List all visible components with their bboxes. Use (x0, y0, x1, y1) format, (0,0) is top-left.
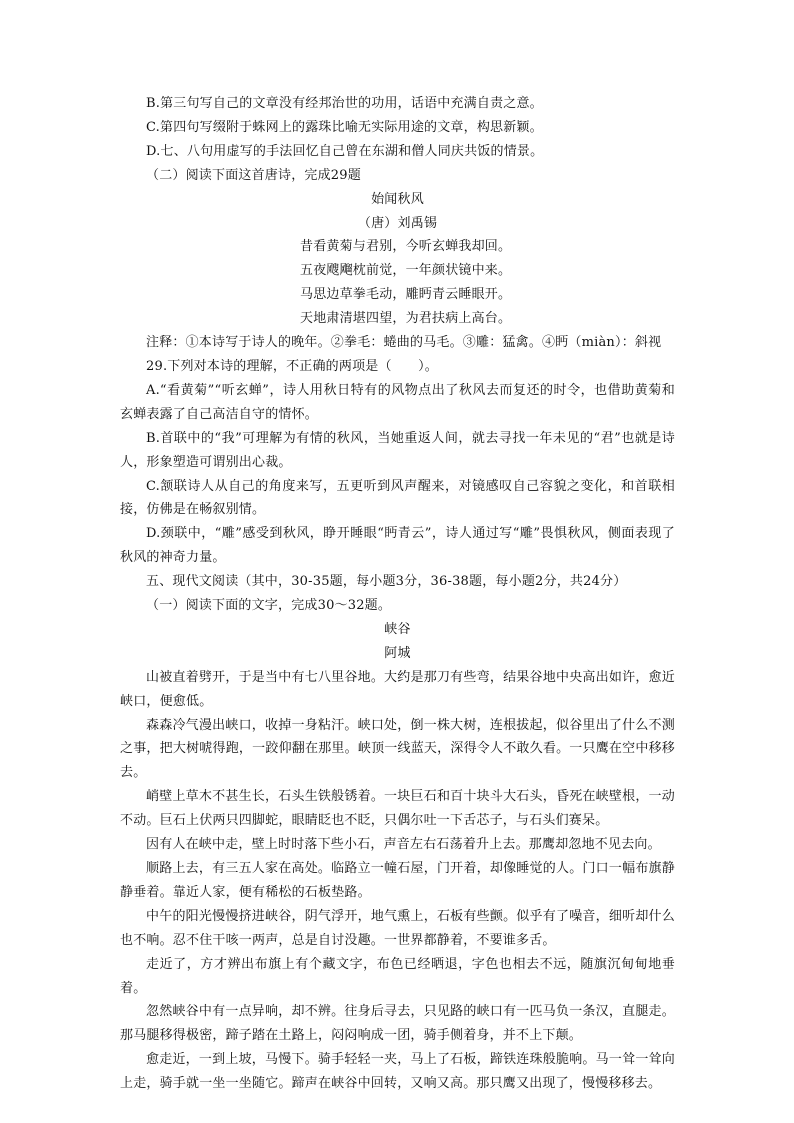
poem-line: 天地肃清堪四望，为君扶病上高台。 (300, 311, 512, 327)
essay-title: 峡谷 (384, 621, 411, 637)
essay-paragraph: 因有人在峡中走，壁上时时落下些小石，声音左右石荡着升上去。那鹰却忽地不见去向。 (146, 837, 661, 853)
reading-instruction: （一）阅读下面的文字，完成30～32题。 (146, 598, 392, 614)
poem-line: 五夜飕飗枕前觉，一年颜状镜中来。 (300, 263, 512, 279)
essay-paragraph: 顺路上去，有三五人家在高处。临路立一幢石屋，门开着，却像睡觉的人。门口一幅布旗静静垂着。靠近人家，便有稀松的石板垫路。 (120, 861, 675, 900)
question-29: 29.下列对本诗的理解，不正确的两项是（ ）。 (146, 358, 438, 374)
poem-line: 马思边草拳毛动，雕眄青云睡眼开。 (300, 287, 512, 303)
poem-instruction: （二）阅读下面这首唐诗，完成29题 (146, 167, 361, 183)
essay-paragraph: 峭壁上草木不甚生长，石头生铁般锈着。一块巨石和百十块斗大石头，昏死在峡壁根，一动不动。巨石上伏两只四脚蛇，眼睛眨也不眨，只偶尔吐一下舌芯子，与石头们赛呆。 (120, 789, 675, 829)
option-b-q28: B.第三句写自己的文章没有经邦治世的功用，话语中充满自责之意。 (146, 96, 543, 111)
poem-notes: 注释：①本诗写于诗人的晚年。②拳毛：蜷曲的马毛。③雕：猛禽。④眄（miàn）：斜视 (146, 335, 662, 351)
essay-paragraph: 中午的阳光慢慢挤进峡谷，阴气浮开，地气熏上，石板有些颤。似乎有了噪音，细听却什么也不响。忍不住干咳一两声，总是自讨没趣。一世界都静着，不要谁多舌。 (120, 908, 675, 948)
section-heading: 五、现代文阅读（其中，30-35题，每小题3分，36-38题，每小题2分，共24分） (146, 574, 627, 590)
essay-paragraph: 山被直着劈开，于是当中有七八里谷地。大约是那刀有些弯，结果谷地中央高出如许，愈近峡口，便愈低。 (120, 669, 675, 709)
essay-paragraph: 愈走近，一到上坡，马慢下。骑手轻轻一夹，马上了石板，蹄铁连珠般脆响。马一耸一耸向上走，骑手就一坐一坐随它。蹄声在峡谷中回转，又响又高。那只鹰又出现了，慢慢移移去。 (120, 1052, 675, 1092)
option-c-q28: C.第四句写缀附于蛛网上的露珠比喻无实际用途的文章，构思新颖。 (146, 119, 543, 135)
option-c-q29: C.颔联诗人从自己的角度来写，五更听到风声醒来，对镜感叹自己容貌之变化，和首联相接，仿佛是在畅叙别情。 (120, 478, 675, 518)
option-a-q29: A.“看黄菊”“听玄蝉”，诗人用秋日特有的风物点出了秋风去而复还的时令，也借助黄菊和玄蝉表露了自己高洁自守的情怀。 (120, 382, 675, 422)
option-d-q29: D.颈联中，“雕”感受到秋风，睁开睡眼“眄青云”，诗人通过写“雕”畏惧秋风，侧面表现了秋风的神奇力量。 (120, 526, 675, 566)
poem-title: 始闻秋风 (371, 191, 424, 207)
poem-author: （唐）刘禹锡 (357, 215, 438, 231)
essay-paragraph: 森森冷气漫出峡口，收掉一身粘汗。峡口处，倒一株大树，连根拔起，似谷里出了什么不测之事，把大树唬得跑，一跤仰翻在那里。峡顶一线蓝天，深得令人不敢久看。一只鹰在空中移移去。 (120, 717, 675, 781)
option-d-q28: D.七、八句用虚写的手法回忆自己曾在东湖和僧人同庆共饭的情景。 (146, 143, 544, 159)
poem-line: 昔看黄菊与君别，今听玄蝉我却回。 (300, 239, 512, 255)
option-b-q29: B.首联中的“我”可理解为有情的秋风，当她重返人间，就去寻找一年未见的“君”也就是诗人，形象塑造可谓别出心裁。 (120, 430, 675, 470)
essay-paragraph: 走近了，方才辨出布旗上有个藏文字，布色已经晒退，字色也相去不远，随旗沉甸甸地垂着。 (120, 956, 675, 996)
essay-author: 阿城 (384, 645, 411, 661)
document-page (120, 92, 675, 1096)
essay-paragraph: 忽然峡谷中有一点异响，却不辨。往身后寻去，只见路的峡口有一匹马负一条汉，直腿走。那马腿移得极密，蹄子踏在土路上，闷闷响成一团，骑手侧着身，并不上下颠。 (120, 1004, 675, 1044)
